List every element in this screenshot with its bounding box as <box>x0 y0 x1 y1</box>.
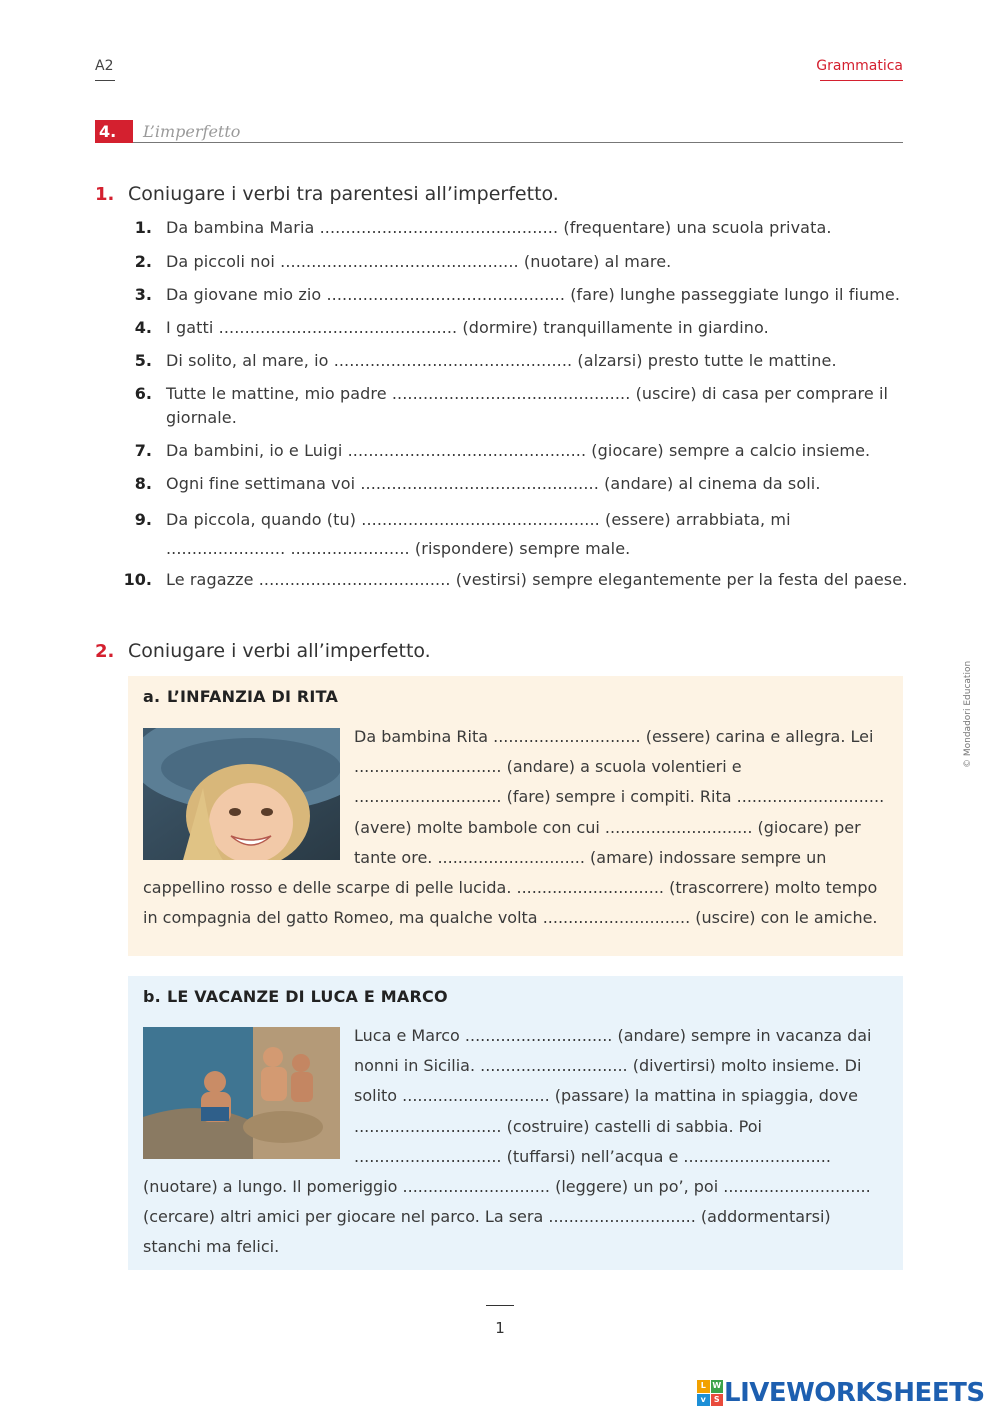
page-number-rule <box>486 1305 514 1306</box>
exercise-2a-paragraph <box>143 722 893 933</box>
logo-letter: L <box>697 1380 710 1393</box>
category-underline <box>820 80 903 81</box>
exercise-item <box>120 439 911 463</box>
photo-spacer <box>143 1021 354 1153</box>
exercise-2b-paragraph <box>143 1021 893 1263</box>
exercise-2a-box <box>128 676 903 956</box>
item-text: Da piccoli noi .............................................. (nuotare) al mare. <box>166 252 672 271</box>
item-text: I gatti .............................................. (dormire) tranquillamente in giardino. <box>166 318 769 337</box>
exercise-2b-box <box>128 976 903 1270</box>
exercise-2b-text: Luca e Marco ............................. (andare) sempre in vacanza dai nonni in Sicilia. ............................. (divertirsi) molto insieme. Di solito ............................. (passare) la mattina in spiaggia, dove ............................. (costruire) castelli di sabbia. Poi ............................. (tuffarsi) nell’acqua e ............................. (nuotare) a lungo. Il pomeriggio ............................. (leggere) un po’, poi ............................. (cercare) altri amici per giocare nel parco. La sera ............................. (addormentarsi) stanchi ma felici. <box>143 1026 872 1257</box>
liveworksheets-wordmark: LIVEWORKSHEETS <box>724 1378 985 1408</box>
liveworksheets-logo-icon <box>697 1380 723 1406</box>
exercise-2b-title <box>143 987 448 1006</box>
exercise-item <box>120 472 911 496</box>
exercise-item <box>120 568 911 592</box>
liveworksheets-brand <box>697 1378 985 1408</box>
item-number: 1. <box>134 218 152 237</box>
section-heading <box>95 120 903 143</box>
item-text: Le ragazze ..................................... (vestirsi) sempre elegantemente per la festa del paese. <box>166 570 908 589</box>
item-text: Da bambina Maria .............................................. (frequentare) una scuola privata. <box>166 218 832 237</box>
section-title: L’imperfetto <box>143 122 241 141</box>
exercise-2b-letter: b. <box>143 987 161 1006</box>
item-number: 5. <box>134 351 152 370</box>
item-text: Da piccola, quando (tu) .............................................. (essere) arrabbiata, mi ....................... ....................... (rispondere) sempre male. <box>166 510 791 558</box>
exercise-1-title: Coniugare i verbi tra parentesi all’imperfetto. <box>128 183 559 205</box>
item-text: Da giovane mio zio .............................................. (fare) lunghe passeggiate lungo il fiume. <box>166 285 901 304</box>
exercise-1-number: 1. <box>95 184 115 205</box>
exercise-item <box>120 349 911 373</box>
item-number: 3. <box>134 285 152 304</box>
exercise-2-title: Coniugare i verbi all’imperfetto. <box>128 640 431 662</box>
item-number: 10. <box>123 570 152 589</box>
exercise-item <box>120 382 911 430</box>
category-label: Grammatica <box>816 58 903 74</box>
item-number: 8. <box>134 474 152 493</box>
logo-letter: v <box>697 1394 710 1407</box>
exercise-2b-heading-text: LE VACANZE DI LUCA E MARCO <box>167 987 448 1006</box>
exercise-2a-letter: a. <box>143 687 161 706</box>
exercise-2a-heading-text: L’INFANZIA DI RITA <box>167 687 339 706</box>
exercise-item <box>120 216 911 240</box>
item-number: 6. <box>134 384 152 403</box>
exercise-1-heading <box>95 183 559 205</box>
item-number: 2. <box>134 252 152 271</box>
exercise-2a-title <box>143 687 338 706</box>
exercise-item <box>120 316 911 340</box>
item-text: Tutte le mattine, mio padre .............................................. (uscire) di casa per comprare il giornale. <box>166 384 889 427</box>
exercise-2-heading <box>95 640 431 662</box>
exercise-item <box>120 505 911 563</box>
item-number: 7. <box>134 441 152 460</box>
item-text: Da bambini, io e Luigi .............................................. (giocare) sempre a calcio insieme. <box>166 441 871 460</box>
item-text: Di solito, al mare, io .............................................. (alzarsi) presto tutte le mattine. <box>166 351 837 370</box>
section-number: 4. <box>95 120 133 143</box>
level-label: A2 <box>95 58 114 74</box>
logo-letter: S <box>711 1394 724 1407</box>
level-underline <box>95 80 115 81</box>
copyright-notice: © Mondadori Education <box>963 660 973 768</box>
logo-letter: W <box>711 1380 724 1393</box>
photo-spacer <box>143 722 354 854</box>
exercise-2a-text: Da bambina Rita ............................. (essere) carina e allegra. Lei ............................. (andare) a scuola volentieri e ............................. (fare) sempre i compiti. Rita ............................. (avere) molte bambole con cui ............................. (giocare) per tante ore. ............................. (amare) indossare sempre un cappellino rosso e delle scarpe di pelle lucida. ............................. (trascorrere) molto tempo in compagnia del gatto Romeo, ma qualche volta ............................. (uscire) con le amiche. <box>143 727 885 928</box>
exercise-2-number: 2. <box>95 641 115 662</box>
item-number: 9. <box>134 510 152 529</box>
item-number: 4. <box>134 318 152 337</box>
item-text: Ogni fine settimana voi .............................................. (andare) al cinema da soli. <box>166 474 821 493</box>
exercise-item <box>120 250 911 274</box>
page-number: 1 <box>495 1319 505 1337</box>
exercise-item <box>120 283 911 307</box>
